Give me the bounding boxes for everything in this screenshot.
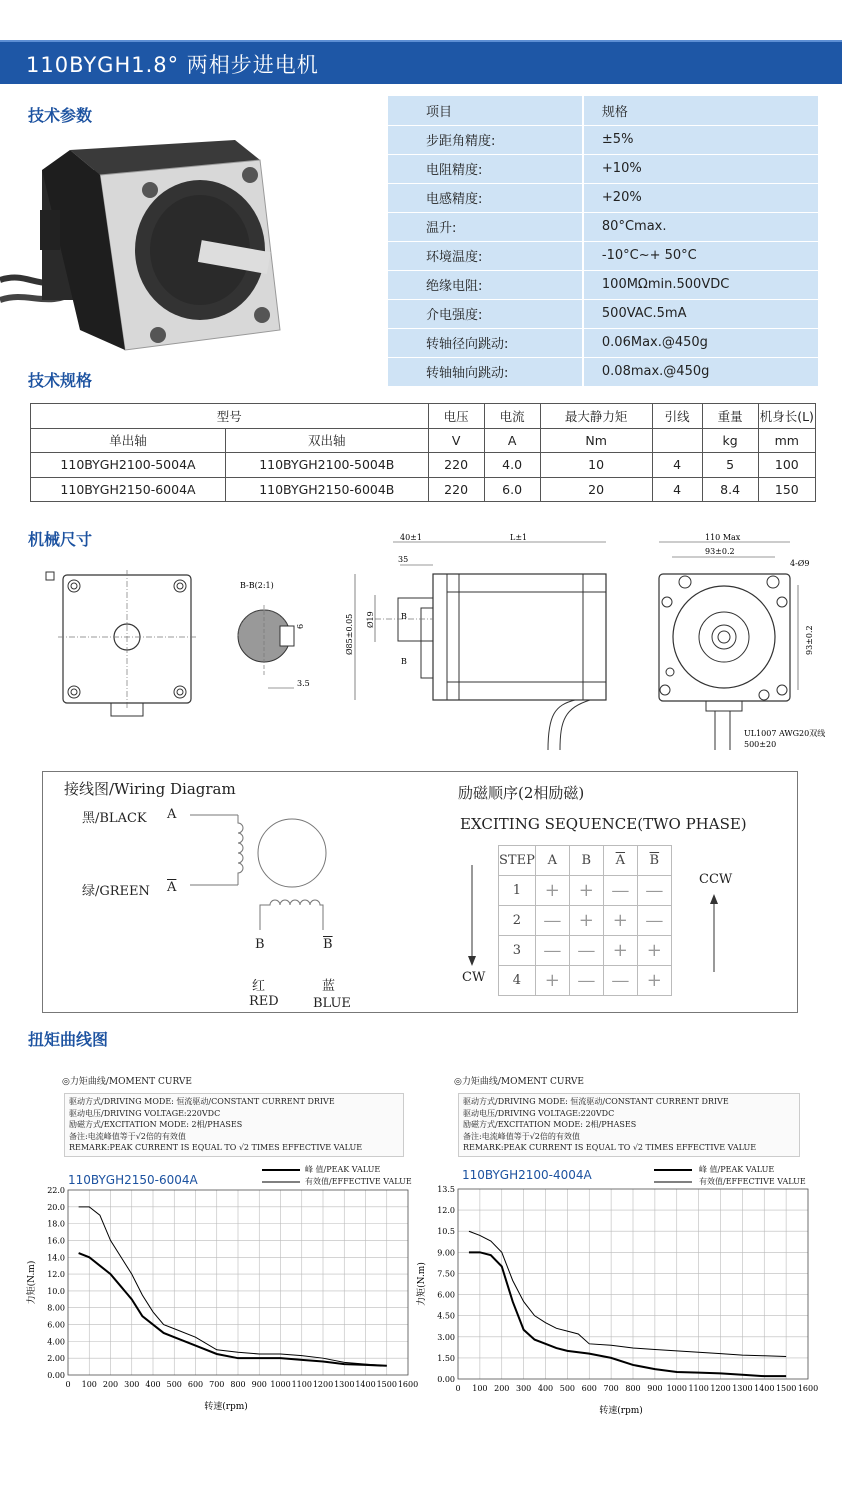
x-tick-label: 400 [537,1384,554,1393]
x-tick-label: 700 [209,1380,225,1389]
info-drive: 驱动方式/DRIVING MODE: 恒流驱动/CONSTANT CURRENT DRIVE [69,1097,335,1106]
dim-93-vertical: 93±0.2 [805,625,814,655]
seq-row [499,966,672,996]
y-tick-label: 9.00 [437,1248,455,1258]
seq-header-row [499,846,672,876]
seq-header-b: B [569,846,603,876]
sequence-table [498,845,672,996]
info-drive: 驱动方式/DRIVING MODE: 恒流驱动/CONSTANT CURRENT DRIVE [463,1097,729,1106]
seq-cell: + [637,936,671,966]
model-header-row [31,404,816,429]
spec-row [388,241,818,270]
x-tick-label: 1000 [666,1384,687,1393]
single-shaft-header: 单出轴 [31,428,226,453]
seq-header-step: STEP [499,846,536,876]
spec-label: 转轴轴向跳动: [388,357,583,386]
legend-eff-right: 有效值/EFFECTIVE VALUE [699,1177,806,1186]
dim-4-holes: 4-Ø9 [790,559,810,568]
y-tick-label: 12.0 [437,1206,455,1216]
y-tick-label: 2.00 [47,1354,65,1364]
x-tick-label: 800 [230,1380,246,1389]
x-tick-label: 1300 [732,1384,753,1393]
y-tick-label: 0.00 [47,1371,65,1380]
spec-value: 100MΩmin.500VDC [583,270,818,299]
wire-b: B [255,937,265,952]
x-tick-label: 200 [494,1384,510,1393]
seq-row [499,906,672,936]
spec-table [388,96,818,387]
y-axis-label: 力矩(N.m) [417,1262,427,1306]
dim-6: 6 [296,623,305,629]
legend-peak-left: 峰 值/PEAK VALUE [305,1165,381,1174]
motor-illustration [0,130,290,380]
seq-cell: — [535,906,569,936]
current-header: 电流 [484,404,540,429]
mechanical-drawing [0,530,842,770]
seq-cell: + [637,966,671,996]
page-title: 110BYGH1.8° 两相步进电机 [26,53,319,77]
spec-header-item: 项目 [388,96,583,125]
x-axis-label: 转速(rpm) [599,1406,643,1416]
x-tick-label: 1200 [312,1380,334,1389]
seq-row [499,876,672,906]
model-voltage: 220 [428,453,484,478]
spec-value: 0.08max.@450g [583,357,818,386]
spec-label: 转轴径向跳动: [388,328,583,357]
seq-cell: — [637,876,671,906]
y-tick-label: 4.00 [47,1337,65,1347]
wire-a: A [167,807,177,822]
x-tick-label: 300 [515,1384,532,1393]
ccw-label: CCW [699,872,733,887]
seq-cell: + [569,906,603,936]
model-unit-row [31,428,816,453]
seq-step: 3 [499,936,536,966]
dim-40: 40±1 [400,533,422,542]
y-tick-label: 0.00 [437,1375,455,1384]
model-torque: 10 [540,453,652,478]
seq-cell: — [637,906,671,936]
y-tick-label: 8.00 [47,1303,65,1313]
cable-spec: UL1007 AWG20双线 [744,729,826,738]
chart-title-right: 110BYGH2100-4004A [462,1168,592,1182]
seq-step: 2 [499,906,536,936]
model-single: 110BYGH2150-6004A [31,477,226,502]
cable-length: 500±20 [744,740,777,749]
y-tick-label: 4.50 [437,1311,455,1321]
model-single: 110BYGH2100-5004A [31,453,226,478]
wire-black: 黑/BLACK [82,811,147,826]
spec-value: -10°C~+ 50°C [583,241,818,270]
x-tick-label: 1100 [688,1384,709,1393]
model-length: 100 [758,453,815,478]
x-tick-label: 0 [455,1384,461,1393]
legend-peak-right: 峰 值/PEAK VALUE [699,1165,775,1174]
model-current: 4.0 [484,453,540,478]
seq-cell: + [535,876,569,906]
double-shaft-header: 双出轴 [226,428,429,453]
x-tick-label: 400 [145,1380,161,1389]
x-tick-label: 1100 [291,1380,312,1389]
x-tick-label: 1200 [710,1384,731,1393]
seq-header-abar: $\overline{A}$ [603,846,637,876]
unit-v: V [428,428,484,453]
y-tick-label: 12.0 [47,1270,65,1280]
model-leads: 4 [652,477,702,502]
legend-eff-left: 有效值/EFFECTIVE VALUE [305,1177,412,1186]
y-tick-label: 13.5 [437,1185,455,1194]
seq-cell: + [535,966,569,996]
info-remark-en: REMARK:PEAK CURRENT IS EQUAL TO √2 TIMES EFFECTIVE VALUE [463,1143,757,1152]
dim-93: 93±0.2 [705,547,735,556]
seq-cell: + [569,876,603,906]
spec-value: 500VAC.5mA [583,299,818,328]
seq-cell: — [603,966,637,996]
spec-row [388,212,818,241]
y-tick-label: 18.0 [47,1219,65,1229]
model-table [30,403,816,502]
spec-row [388,328,818,357]
curve-head-right: ◎力矩曲线/MOMENT CURVE [454,1077,584,1087]
title-bar [0,40,842,84]
seq-cell: — [535,936,569,966]
unit-mm: mm [758,428,815,453]
seq-row [499,936,672,966]
spec-row [388,299,818,328]
label-b2: B [401,657,407,666]
spec-value: 0.06Max.@450g [583,328,818,357]
wire-abar: $\overline{A}$ [167,880,177,895]
spec-row [388,183,818,212]
spec-row [388,154,818,183]
x-axis-label: 转速(rpm) [204,1402,248,1412]
spec-label: 电阻精度: [388,154,583,183]
spec-value: +10% [583,154,818,183]
spec-row [388,270,818,299]
x-tick-label: 200 [102,1380,119,1389]
y-axis-label: 力矩(N.m) [27,1260,37,1305]
info-remark-cn: 备注:电流峰值等于√2倍的有效值 [69,1131,186,1141]
length-header: 机身长(L) [758,404,815,429]
wiring-title: 接线图/Wiring Diagram [64,780,236,798]
torque-chart-left [20,1185,420,1420]
seq-cell: — [569,966,603,996]
model-current: 6.0 [484,477,540,502]
coil-diagram [190,805,340,940]
x-tick-label: 800 [625,1384,641,1393]
x-tick-label: 1600 [397,1380,419,1389]
model-row [31,477,816,502]
dim-85: Ø85±0.05 [345,613,354,655]
x-tick-label: 900 [251,1380,267,1389]
seq-cell: + [603,906,637,936]
torque-header: 最大静力矩 [540,404,652,429]
y-tick-label: 22.0 [47,1186,65,1195]
info-excitation: 励磁方式/EXCITATION MODE: 2相/PHASES [463,1120,637,1129]
model-length: 150 [758,477,815,502]
dim-L: L±1 [510,533,528,542]
x-tick-label: 500 [166,1380,182,1389]
weight-header: 重量 [702,404,758,429]
torque-chart-right [410,1182,822,1422]
seq-header-a: A [535,846,569,876]
section-tech-params: 技术参数 [28,106,93,125]
series-effective-line [79,1207,387,1366]
y-tick-label: 14.0 [47,1253,65,1263]
seq-title-en: EXCITING SEQUENCE(TWO PHASE) [460,815,747,833]
leads-header: 引线 [652,404,702,429]
model-weight: 5 [702,453,758,478]
wire-blue: BLUE [313,996,351,1011]
dim-19: Ø19 [366,611,375,628]
curve-head-left: ◎力矩曲线/MOMENT CURVE [62,1077,192,1087]
model-leads: 4 [652,453,702,478]
x-tick-label: 1500 [775,1384,797,1393]
unit-a: A [484,428,540,453]
x-tick-label: 300 [124,1380,140,1389]
series-effective-line [469,1231,786,1356]
spec-label: 环境温度: [388,241,583,270]
seq-step: 1 [499,876,536,906]
spec-label: 温升: [388,212,583,241]
model-torque: 20 [540,477,652,502]
spec-label: 步距角精度: [388,125,583,154]
info-excitation: 励磁方式/EXCITATION MODE: 2相/PHASES [69,1120,243,1129]
curve-info-right [458,1093,800,1157]
y-tick-label: 1.50 [437,1353,455,1363]
legend-lines-left [262,1166,302,1186]
dim-35b: 3.5 [297,679,310,688]
x-tick-label: 600 [187,1380,204,1389]
dim-110: 110 Max [705,533,741,542]
spec-row [388,125,818,154]
seq-title-cn: 励磁顺序(2相励磁) [458,784,585,802]
spec-label: 绝缘电阻: [388,270,583,299]
y-tick-label: 7.50 [437,1269,455,1279]
label-b1: B [401,612,407,621]
x-tick-label: 700 [603,1384,619,1393]
spec-value: 80°Cmax. [583,212,818,241]
model-voltage: 220 [428,477,484,502]
y-tick-label: 3.00 [437,1332,455,1342]
spec-value: ±5% [583,125,818,154]
wire-red: RED [249,994,279,1009]
section-torque: 扭矩曲线图 [28,1030,109,1049]
x-tick-label: 1400 [754,1384,775,1393]
y-tick-label: 16.0 [47,1236,65,1246]
wire-bbar: $\overline{B}$ [323,937,333,952]
y-tick-label: 20.0 [47,1202,65,1212]
y-tick-label: 6.00 [47,1320,65,1330]
x-tick-label: 500 [559,1384,576,1393]
y-tick-label: 10.0 [47,1286,65,1296]
seq-cell: + [603,936,637,966]
info-voltage: 驱动电压/DRIVING VOLTAGE:220VDC [463,1108,615,1118]
bb-label: B-B(2:1) [240,581,274,590]
wire-green: 绿/GREEN [82,884,150,899]
x-tick-label: 1500 [376,1380,397,1389]
info-remark-en: REMARK:PEAK CURRENT IS EQUAL TO √2 TIMES EFFECTIVE VALUE [69,1143,363,1152]
seq-cell: — [569,936,603,966]
y-tick-label: 10.5 [437,1227,455,1237]
info-remark-cn: 备注:电流峰值等于√2倍的有效值 [463,1131,580,1141]
dim-35: 35 [398,555,409,564]
x-tick-label: 100 [472,1384,488,1393]
unit-nm: Nm [540,428,652,453]
spec-label: 电感精度: [388,183,583,212]
spec-row [388,357,818,386]
spec-value: +20% [583,183,818,212]
section-tech-specs: 技术规格 [28,371,93,390]
seq-cell: — [603,876,637,906]
series-peak-line [79,1253,387,1366]
seq-header-bbar: $\overline{B}$ [637,846,671,876]
x-tick-label: 900 [647,1384,663,1393]
cw-label: CW [462,970,486,985]
seq-step: 4 [499,966,536,996]
chart-title-left: 110BYGH2150-6004A [68,1173,198,1187]
spec-label: 介电强度: [388,299,583,328]
voltage-header: 电压 [428,404,484,429]
unit-leads-empty [652,428,702,453]
spec-header-row [388,96,818,125]
x-tick-label: 100 [81,1380,97,1389]
x-tick-label: 1000 [270,1380,291,1389]
model-double: 110BYGH2100-5004B [226,453,429,478]
x-tick-label: 0 [65,1380,71,1389]
model-weight: 8.4 [702,477,758,502]
info-voltage: 驱动电压/DRIVING VOLTAGE:220VDC [69,1108,221,1118]
curve-info-left [64,1093,404,1157]
model-double: 110BYGH2150-6004B [226,477,429,502]
model-header: 型号 [31,404,429,429]
wire-red-cn: 红 [252,979,266,994]
section-mechanical: 机械尺寸 [28,530,93,549]
x-tick-label: 600 [581,1384,597,1393]
spec-header-value: 规格 [583,96,818,125]
x-tick-label: 1400 [355,1380,376,1389]
wire-blue-cn: 蓝 [322,979,336,994]
unit-kg: kg [702,428,758,453]
y-tick-label: 6.00 [437,1290,455,1300]
model-row [31,453,816,478]
x-tick-label: 1300 [334,1380,355,1389]
x-tick-label: 1600 [797,1384,819,1393]
